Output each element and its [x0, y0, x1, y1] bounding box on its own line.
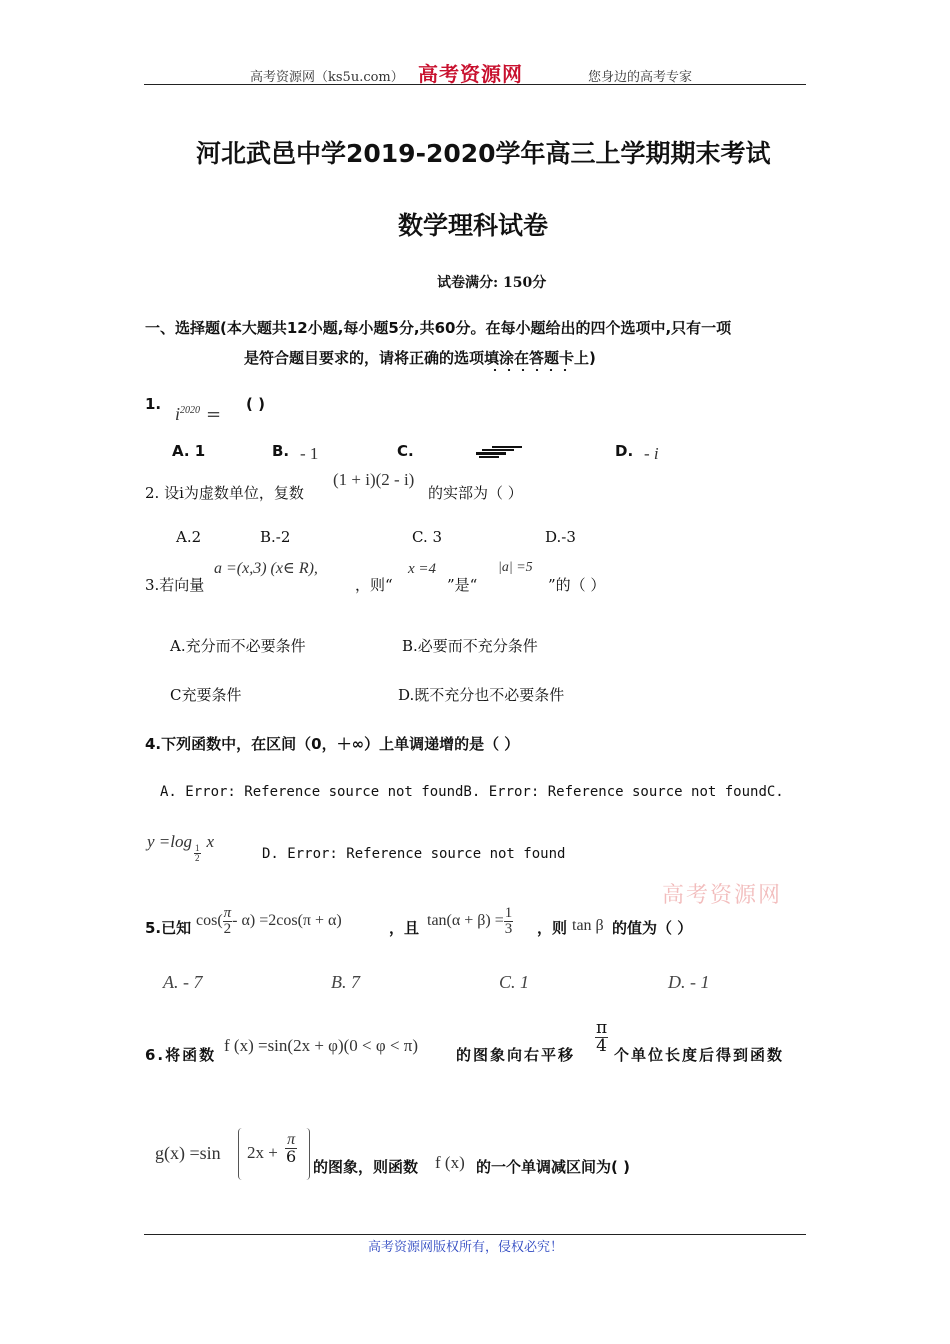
q5-option-a: A. - 7 [163, 972, 203, 992]
q2-option-d: D.-3 [545, 528, 576, 546]
q3-option-c: C充要条件 [170, 686, 242, 704]
q6-text-c: 个单位长度后得到函数 [614, 1046, 785, 1064]
q1-option-b-label: B. [272, 442, 290, 460]
q1-option-d-label: D. [615, 442, 634, 460]
q1-option-c-label: C. [397, 442, 414, 460]
q4-text: 4.下列函数中，在区间（0，＋∞）上单调递增的是（ ） [145, 735, 520, 753]
q1-expr-exp: 2020 [180, 405, 201, 416]
q6-frac-den: 4 [596, 1036, 607, 1056]
q5-text-b: ，且 [389, 919, 420, 937]
q1-option-b-value: - 1 [300, 444, 319, 463]
q4-c-base-den: 2 [195, 852, 200, 863]
section1-line2 [244, 347, 596, 368]
q5-expression-b [427, 906, 513, 937]
footer-rule [144, 1234, 806, 1235]
q6-text-a: 6.将函数 [145, 1046, 217, 1064]
q6-frac-num: π [596, 1018, 608, 1038]
header-logo: 高考资源网 [418, 62, 523, 86]
q1-option-d-value: - i [644, 444, 659, 463]
header-right-text: 您身边的高考专家 [588, 70, 693, 85]
q3-text-c: ”是“ [447, 576, 478, 594]
q1-expression [175, 404, 221, 425]
q5-text-c: ，则 [537, 919, 568, 937]
q4-c-log-base [194, 844, 201, 863]
q5-option-b: B. 7 [331, 972, 360, 992]
q3-text-b: ，则“ [355, 576, 393, 594]
q4-option-d: D. Error: Reference source not found [262, 846, 566, 862]
q5-expr-a1: cos( [196, 912, 223, 930]
q5-fraction-pi-2 [223, 906, 233, 937]
q5-frac-den: 2 [223, 921, 232, 937]
q5-expression-c: tan β [572, 917, 604, 934]
q4-c-expr-b: x [206, 832, 215, 851]
q3-expression-b: x =4 [408, 561, 437, 577]
q5-text-a: 5.已知 [145, 919, 192, 937]
q2-option-a: A.2 [176, 528, 202, 546]
page-title: 河北武邑中学2019-2020学年高三上学期期末考试 [196, 139, 771, 168]
score-line: 试卷满分: 150分 [437, 275, 547, 291]
q6-g-frac-num: π [287, 1131, 296, 1148]
q2-text-b: 的实部为（ ） [428, 484, 523, 502]
section1-line2-emphasis: 填涂在答题卡 [484, 349, 575, 367]
q5-frac2-num: 1 [504, 905, 513, 921]
q1-expr-base: i [175, 404, 181, 424]
q1-number: 1. [145, 395, 162, 413]
q4-options-ab: A. Error: Reference source not foundB. Error: Reference source not foundC. [160, 784, 784, 800]
q6-text-e: 的一个单调减区间为( ) [476, 1158, 630, 1176]
watermark-stamp: 高考资源网 [662, 883, 783, 908]
q6-g-inner: 2x + [247, 1143, 278, 1162]
q3-option-d: D.既不充分也不必要条件 [398, 686, 565, 704]
q2-option-b: B.-2 [260, 528, 291, 546]
q6-f-expression: f (x) [435, 1153, 465, 1172]
q3-expression-a: a =(x,3) (x∈ R), [214, 560, 318, 577]
q4-c-base-num: 1 [195, 842, 200, 853]
q5-text-d: 的值为（ ） [612, 919, 693, 937]
q4-option-c-expression [147, 832, 215, 863]
page-subtitle: 数学理科试卷 [398, 211, 549, 240]
q2-text-a: 2. 设i为虚数单位，复数 [145, 484, 304, 502]
q1-expr-eq: = [206, 404, 222, 425]
q5-frac-num: π [223, 905, 232, 921]
q5-fraction-1-3 [504, 906, 514, 937]
q6-g-parentheses [238, 1128, 310, 1180]
q6-text-d: 的图象，则函数 [313, 1158, 419, 1176]
q3-expression-c: |a| =5 [498, 560, 533, 575]
q1-option-a: A. 1 [172, 442, 206, 460]
q6-g-fraction [285, 1132, 297, 1165]
q1-paren: ( ) [246, 395, 265, 413]
q5-expression-a [196, 906, 342, 937]
q5-expr-b1: tan(α + β) = [427, 912, 504, 930]
q1-option-c-glyph [476, 446, 528, 458]
q6-g-frac-den: 6 [286, 1147, 297, 1166]
q4-c-expr-a: y =log [147, 832, 192, 851]
section1-line2c: 上) [574, 349, 596, 367]
q2-expression: (1 + i)(2 - i) [333, 470, 415, 489]
q6-g-expression: g(x) =sin [155, 1143, 221, 1163]
q3-option-b: B.必要而不充分条件 [402, 637, 538, 655]
q3-text-a: 3.若向量 [145, 576, 205, 594]
q6-text-b: 的图象向右平移 [456, 1046, 576, 1064]
q3-text-d: ”的（ ） [548, 576, 606, 594]
q3-option-a: A.充分而不必要条件 [170, 637, 306, 655]
q6-expression-a: f (x) =sin(2x + φ)(0 < φ < π) [224, 1036, 419, 1055]
section1-line1: 一、选择题(本大题共12小题,每小题5分,共60分。在每小题给出的四个选项中,只有一项 [145, 319, 732, 337]
footer-text: 高考资源网版权所有，侵权必究！ [368, 1240, 564, 1255]
header-left-text: 高考资源网（ks5u.com） [250, 70, 404, 85]
q2-option-c: C. 3 [412, 528, 443, 546]
q5-option-c: C. 1 [499, 972, 530, 992]
section1-line2a: 是符合题目要求的，请将正确的选项 [244, 349, 485, 367]
q5-option-d: D. - 1 [668, 972, 710, 992]
q6-fraction-pi-4 [595, 1020, 608, 1055]
q5-frac2-den: 3 [504, 921, 513, 937]
q5-expr-a2: - α) =2cos(π + α) [232, 912, 342, 930]
header-rule [144, 84, 806, 85]
